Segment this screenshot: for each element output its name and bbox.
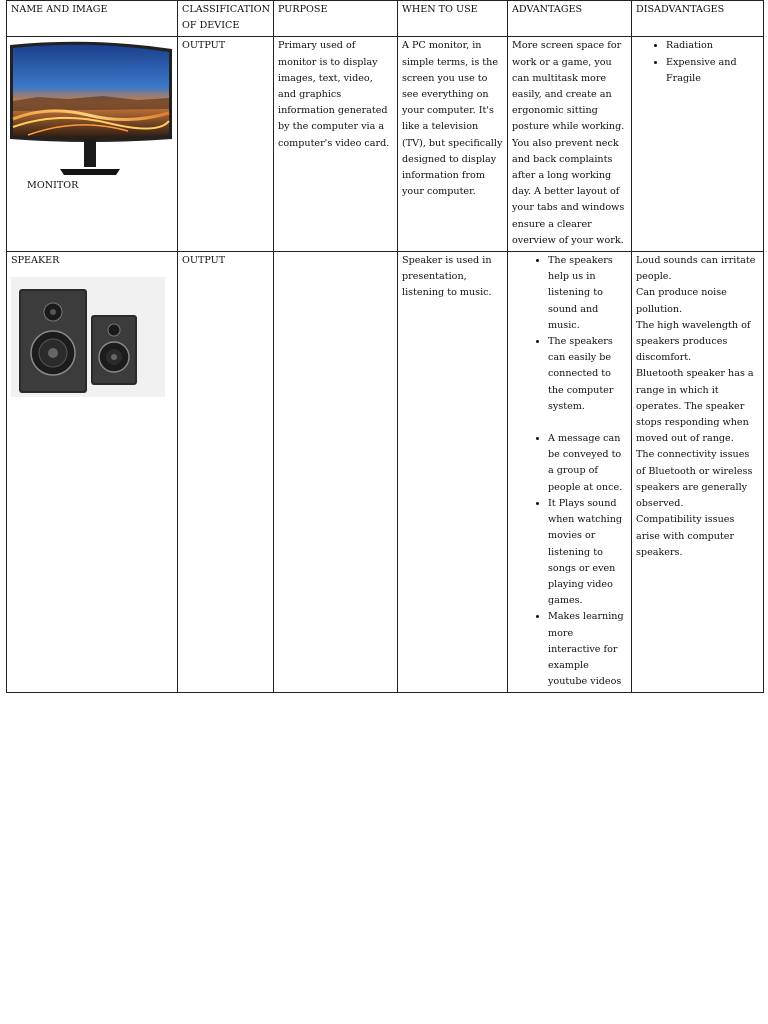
header-advantages: ADVANTAGES: [508, 1, 632, 37]
header-classification: CLASSIFICATION OF DEVICE: [178, 1, 274, 37]
monitor-disadvantages-list: [636, 38, 759, 87]
table-header-row: [7, 1, 764, 37]
header-disadvantages: DISADVANTAGES: [632, 1, 764, 37]
disadvantage-line: Can produce noise pollution.: [636, 287, 727, 315]
list-item: • Expensive and Fragile: [666, 55, 759, 87]
monitor-advantages: More screen space for work or a game, you can multitask more easily, and create an ergonomic sitting posture while working. You also prevent neck and back complaints after a long working day. A better layout of your tabs and windows ensure a clearer overview of your work.: [508, 37, 632, 252]
speaker-image: [11, 277, 165, 397]
header-name-and-image: NAME AND IMAGE: [7, 1, 178, 37]
speaker-when-to-use: Speaker is used in presentation, listening to music.: [398, 252, 508, 693]
list-item: • The speakers can easily be connected to the computer system.: [548, 334, 627, 415]
disadvantage-line: Loud sounds can irritate people.: [636, 255, 756, 283]
device-table: [6, 0, 764, 693]
disadvantage-line: The high wavelength of speakers produces discomfort.: [636, 319, 751, 364]
header-purpose: PURPOSE: [274, 1, 398, 37]
list-item: • It Plays sound when watching movies or listening to songs or even playing video games.: [548, 496, 627, 609]
monitor-name-label: MONITOR: [27, 180, 79, 192]
monitor-name-cell: [7, 37, 178, 252]
speaker-name-label: SPEAKER: [11, 255, 60, 267]
table-row-speaker: [7, 252, 764, 693]
table-row-monitor: [7, 37, 764, 252]
speaker-disadvantages: [632, 252, 764, 693]
list-item: • Makes learning more interactive for example youtube videos: [548, 609, 627, 690]
monitor-disadvantages: [632, 37, 764, 252]
disadvantage-line: Compatibility issues arise with computer speakers.: [636, 514, 735, 558]
list-item: • Radiation: [666, 38, 759, 54]
speaker-purpose: [274, 252, 398, 693]
speaker-classification: OUTPUT: [178, 252, 274, 693]
monitor-when-to-use: A PC monitor, in simple terms, is the screen you use to see everything on your computer. It's like a television (TV), but specifically designed to display information from your computer.: [398, 37, 508, 252]
disadvantage-line: Bluetooth speaker has a range in which it operates. The speaker stops responding when moved out of range.: [636, 368, 754, 445]
speaker-name-cell: [7, 252, 178, 693]
speaker-advantages: [508, 252, 632, 693]
header-when-to-use: WHEN TO USE: [398, 1, 508, 37]
monitor-purpose: Primary used of monitor is to display images, text, video, and graphics information generated by the computer via a computer's video card.: [274, 37, 398, 252]
monitor-image: [8, 39, 174, 179]
speaker-advantages-list: [512, 253, 627, 415]
monitor-classification: OUTPUT: [178, 37, 274, 252]
speaker-advantages-list-continued: [512, 431, 627, 690]
list-item: • The speakers help us in listening to sound and music.: [548, 253, 627, 334]
disadvantage-line: The connectivity issues of Bluetooth or wireless speakers are generally observed.: [636, 449, 753, 510]
list-item: • A message can be conveyed to a group of people at once.: [548, 431, 627, 496]
